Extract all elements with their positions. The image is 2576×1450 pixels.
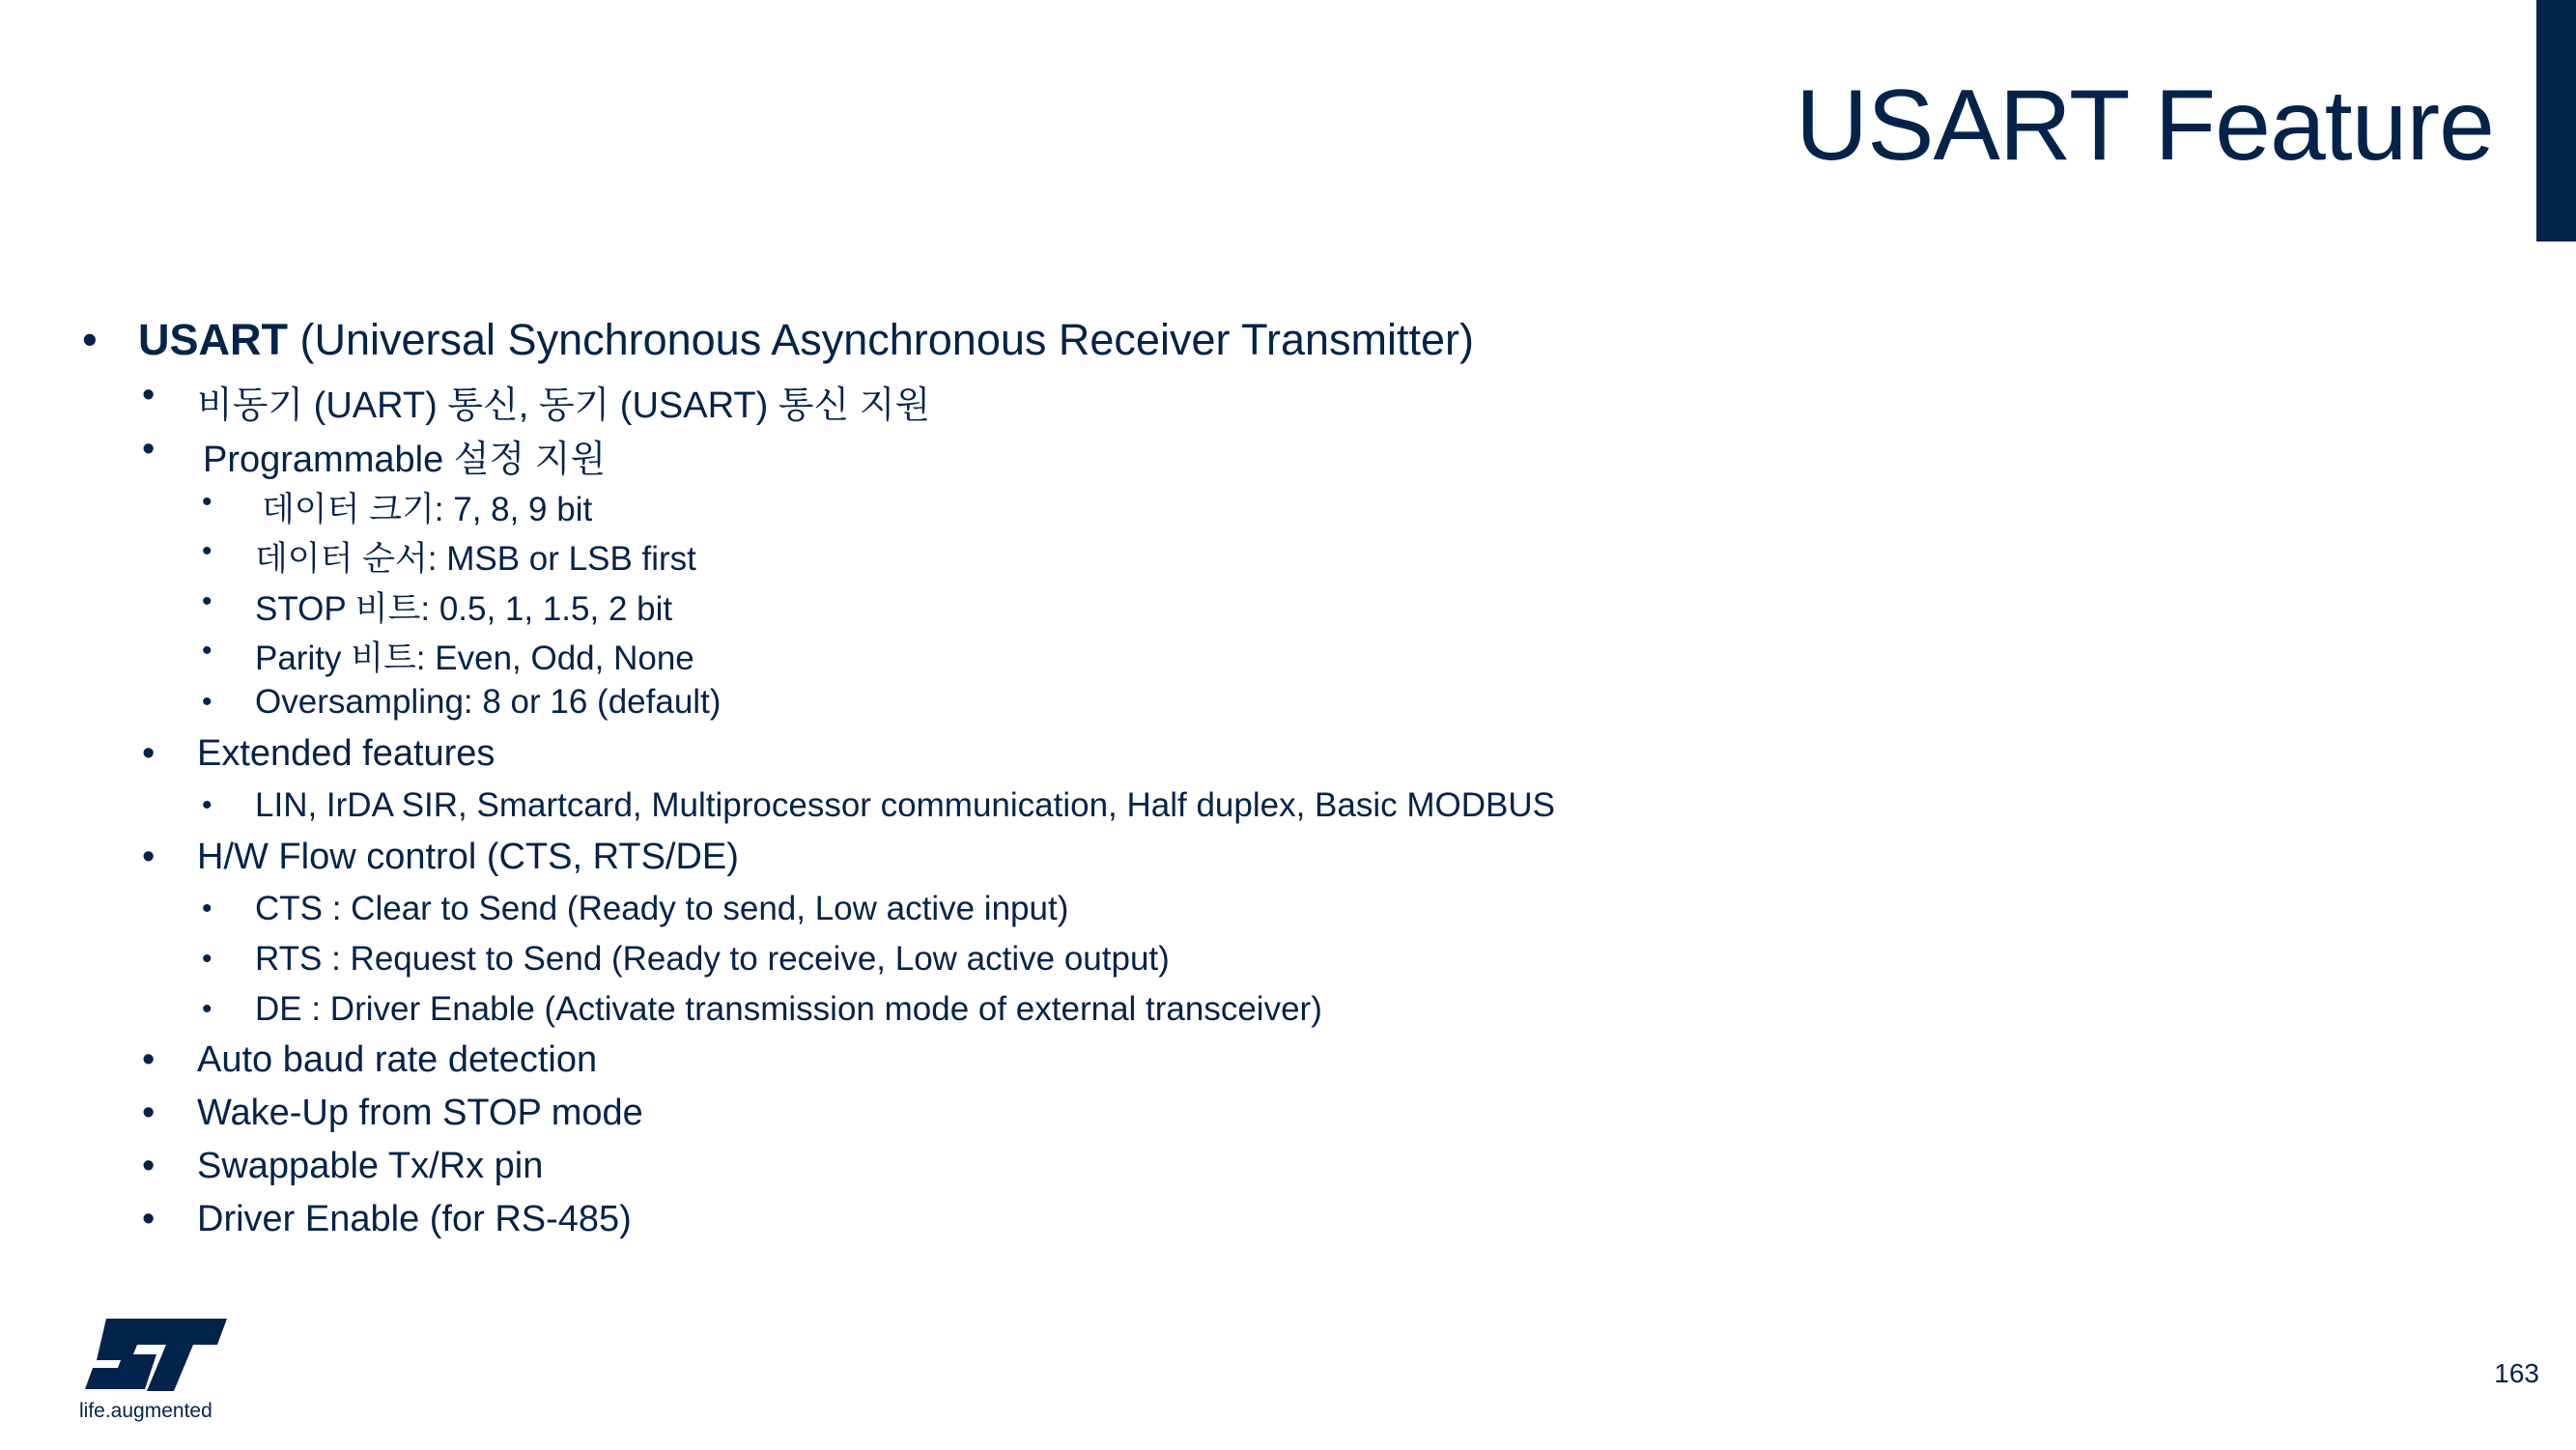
bullet-marker: • (142, 733, 156, 774)
bullet-oversampling-text: Oversampling: 8 or 16 (default) (255, 683, 722, 721)
bullet-cts-text: CTS : Clear to Send (Ready to send, Low active input) (255, 890, 1069, 927)
bullet-marker: • (202, 535, 212, 567)
bullet-data-order-text: 데이터 순서: MSB or LSB first (255, 540, 696, 578)
bullet-wakeup (142, 1093, 643, 1134)
bullet-data-order (202, 532, 696, 581)
bullet-extended-list-text: LIN, IrDA SIR, Smartcard, Multiprocessor communication, Half duplex, Basic MODBUS (255, 786, 1555, 824)
bullet-marker: • (202, 789, 212, 821)
bullet-de-text: DE : Driver Enable (Activate transmission mode of external transceiver) (255, 990, 1322, 1028)
bullet-marker: • (142, 375, 156, 415)
bullet-marker: • (142, 1146, 156, 1186)
bullet-parity (202, 632, 694, 680)
bullet-sync-async-text: 비동기 (UART) 통신, 동기 (USART) 통신 지원 (197, 385, 931, 426)
bullet-flow-control-text: H/W Flow control (CTS, RTS/DE) (197, 837, 739, 877)
bullet-auto-baud-text: Auto baud rate detection (197, 1039, 598, 1080)
bullet-wakeup-text: Wake-Up from STOP mode (197, 1093, 643, 1133)
bullet-marker: • (142, 1093, 156, 1133)
bullet-driver-enable-text: Driver Enable (for RS-485) (197, 1199, 632, 1239)
brand-tagline: life.augmented (79, 1400, 212, 1422)
bullet-programmable-text: Programmable 설정 지원 (203, 440, 607, 480)
bullet-stop-bits (202, 583, 673, 631)
slide-title: USART Feature (1795, 70, 2494, 182)
bullet-marker: • (202, 486, 212, 518)
bullet-cts (202, 890, 1069, 928)
bullet-rts-text: RTS : Request to Send (Ready to receive, Low active output) (255, 940, 1170, 978)
bullet-parity-text: Parity 비트: Even, Odd, None (255, 640, 694, 677)
bullet-marker: • (142, 429, 156, 469)
bullet-usart-bold: USART (138, 315, 288, 364)
bullet-extended-list (202, 786, 1555, 825)
bullet-flow-control (142, 837, 739, 878)
bullet-marker: • (142, 837, 156, 877)
bullet-marker: • (202, 943, 212, 975)
bullet-extended-text: Extended features (197, 733, 495, 774)
bullet-marker: • (142, 1199, 156, 1239)
bullet-swappable (142, 1146, 544, 1187)
bullet-rts (202, 940, 1170, 979)
bullet-de (202, 990, 1322, 1029)
bullet-data-size (202, 483, 593, 531)
bullet-auto-baud (142, 1039, 598, 1081)
page-number: 163 (2494, 1358, 2539, 1388)
bullet-usart-text: (Universal Synchronous Asynchronous Receiver Transmitter) (288, 315, 1474, 364)
bullet-programmable (142, 429, 607, 482)
bullet-sync-async (142, 375, 931, 428)
bullet-extended (142, 733, 495, 775)
bullet-oversampling (202, 683, 722, 722)
bullet-data-size-text: 데이터 크기: 7, 8, 9 bit (262, 491, 593, 528)
bullet-swappable-text: Swappable Tx/Rx pin (197, 1146, 544, 1186)
bullet-driver-enable (142, 1199, 632, 1240)
bullet-stop-bits-text: STOP 비트: 0.5, 1, 1.5, 2 bit (255, 590, 673, 628)
bullet-marker: • (142, 1039, 156, 1080)
bullet-marker: • (202, 686, 212, 718)
bullet-marker: • (202, 993, 212, 1025)
bullet-usart (82, 315, 1474, 365)
bullet-marker: • (202, 585, 212, 617)
bullet-marker: • (202, 893, 212, 924)
bullet-marker: • (202, 635, 212, 667)
bullet-marker: • (82, 315, 98, 364)
